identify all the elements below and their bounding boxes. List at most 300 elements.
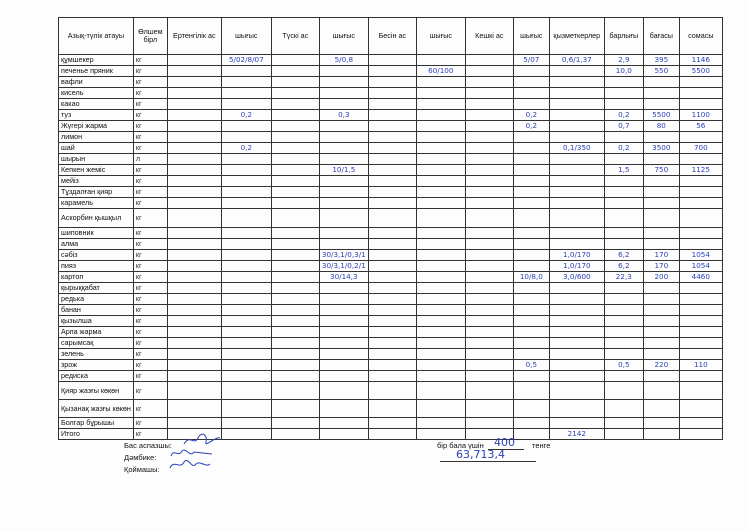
value-cell xyxy=(513,250,549,261)
value-cell xyxy=(319,77,368,88)
value-cell: 30/14,3 xyxy=(319,272,368,283)
value-cell xyxy=(368,176,416,187)
value-cell xyxy=(167,382,221,400)
value-cell xyxy=(513,294,549,305)
value-cell xyxy=(465,143,513,154)
table-row xyxy=(59,176,723,187)
value-cell xyxy=(221,349,271,360)
product-name-cell: зрож xyxy=(59,360,134,371)
value-cell xyxy=(221,338,271,349)
value-cell xyxy=(416,305,465,316)
product-name-cell: картоп xyxy=(59,272,134,283)
table-row xyxy=(59,110,723,121)
value-cell xyxy=(465,132,513,143)
value-cell xyxy=(319,239,368,250)
value-cell xyxy=(271,209,319,228)
value-cell xyxy=(465,360,513,371)
value-cell xyxy=(679,382,722,400)
currency-label: тенге xyxy=(532,441,551,450)
value-cell xyxy=(679,176,722,187)
product-name-cell: сәбіз xyxy=(59,250,134,261)
value-cell xyxy=(513,349,549,360)
unit-cell: кг xyxy=(133,165,167,176)
product-name-cell: мейіз xyxy=(59,176,134,187)
value-cell xyxy=(513,132,549,143)
value-cell xyxy=(319,305,368,316)
table-row xyxy=(59,66,723,77)
value-cell: 5/0,8 xyxy=(319,55,368,66)
product-name-cell: Итого xyxy=(59,429,134,440)
unit-cell: кг xyxy=(133,66,167,77)
unit-cell: кг xyxy=(133,77,167,88)
value-cell: 10/8,0 xyxy=(513,272,549,283)
value-cell xyxy=(319,143,368,154)
table-row xyxy=(59,261,723,272)
value-cell xyxy=(513,283,549,294)
value-cell xyxy=(549,360,604,371)
value-cell xyxy=(167,327,221,338)
value-cell xyxy=(167,132,221,143)
value-cell xyxy=(465,55,513,66)
value-cell xyxy=(368,77,416,88)
value-cell xyxy=(643,228,679,239)
product-name-cell: редиска xyxy=(59,371,134,382)
column-header: Бесін ас xyxy=(368,18,416,55)
value-cell xyxy=(221,165,271,176)
value-cell xyxy=(643,316,679,327)
value-cell xyxy=(319,121,368,132)
total-value: 63,713,4 xyxy=(456,448,505,461)
value-cell xyxy=(643,283,679,294)
value-cell xyxy=(221,294,271,305)
unit-cell: кг xyxy=(133,338,167,349)
value-cell: 6,2 xyxy=(604,250,643,261)
value-cell xyxy=(643,88,679,99)
unit-cell: кг xyxy=(133,99,167,110)
value-cell xyxy=(271,77,319,88)
value-cell xyxy=(271,165,319,176)
value-cell xyxy=(368,99,416,110)
value-cell xyxy=(549,132,604,143)
value-cell xyxy=(465,99,513,110)
value-cell xyxy=(416,228,465,239)
value-cell xyxy=(221,316,271,327)
table-row xyxy=(59,272,723,283)
value-cell xyxy=(549,239,604,250)
head-cook-label: Бас аспазшы: xyxy=(124,441,172,450)
value-cell xyxy=(271,154,319,165)
value-cell xyxy=(221,187,271,198)
value-cell xyxy=(167,198,221,209)
table-row xyxy=(59,360,723,371)
value-cell xyxy=(643,418,679,429)
value-cell xyxy=(604,371,643,382)
warehouse-keeper-signature xyxy=(166,456,212,472)
value-cell xyxy=(643,239,679,250)
product-name-cell: редька xyxy=(59,294,134,305)
value-cell xyxy=(368,305,416,316)
value-cell xyxy=(604,294,643,305)
value-cell xyxy=(271,121,319,132)
value-cell xyxy=(465,382,513,400)
value-cell xyxy=(513,400,549,418)
column-header: бағасы xyxy=(643,18,679,55)
product-name-cell: шырын xyxy=(59,154,134,165)
value-cell xyxy=(167,66,221,77)
value-cell xyxy=(549,283,604,294)
product-name-cell: қызылша xyxy=(59,316,134,327)
value-cell xyxy=(319,176,368,187)
value-cell xyxy=(271,187,319,198)
value-cell xyxy=(679,418,722,429)
value-cell xyxy=(416,198,465,209)
table-row xyxy=(59,77,723,88)
unit-cell: кг xyxy=(133,349,167,360)
value-cell xyxy=(416,154,465,165)
unit-cell: кг xyxy=(133,316,167,327)
value-cell: 0,2 xyxy=(513,110,549,121)
unit-cell: кг xyxy=(133,198,167,209)
value-cell xyxy=(167,349,221,360)
value-cell xyxy=(513,165,549,176)
product-name-cell: шай xyxy=(59,143,134,154)
value-cell xyxy=(549,176,604,187)
value-cell xyxy=(167,272,221,283)
value-cell xyxy=(167,55,221,66)
value-cell xyxy=(679,349,722,360)
value-cell xyxy=(167,250,221,261)
value-cell: 10,0 xyxy=(604,66,643,77)
value-cell xyxy=(416,121,465,132)
value-cell xyxy=(679,429,722,440)
value-cell xyxy=(513,305,549,316)
value-cell xyxy=(319,316,368,327)
value-cell xyxy=(167,371,221,382)
column-header: Өлшем бірл xyxy=(133,18,167,55)
table-row xyxy=(59,187,723,198)
product-name-cell: Аскорбин қышқыл xyxy=(59,209,134,228)
value-cell xyxy=(271,400,319,418)
value-cell: 2,9 xyxy=(604,55,643,66)
value-cell xyxy=(319,371,368,382)
unit-cell: кг xyxy=(133,55,167,66)
value-cell xyxy=(368,316,416,327)
value-cell xyxy=(221,418,271,429)
value-cell xyxy=(465,176,513,187)
value-cell xyxy=(465,418,513,429)
value-cell xyxy=(271,371,319,382)
value-cell xyxy=(416,418,465,429)
value-cell xyxy=(643,294,679,305)
value-cell xyxy=(679,305,722,316)
value-cell xyxy=(465,165,513,176)
value-cell: 0,2 xyxy=(221,110,271,121)
value-cell: 0,2 xyxy=(604,110,643,121)
value-cell xyxy=(549,66,604,77)
unit-cell: кг xyxy=(133,327,167,338)
warehouse-keeper-label: Қоймашы: xyxy=(124,465,160,474)
value-cell xyxy=(604,132,643,143)
product-name-cell: вафли xyxy=(59,77,134,88)
value-cell xyxy=(319,382,368,400)
value-cell: 0,3 xyxy=(319,110,368,121)
value-cell xyxy=(319,400,368,418)
value-cell xyxy=(604,429,643,440)
value-cell xyxy=(643,99,679,110)
value-cell xyxy=(549,305,604,316)
product-name-cell: құмшекер xyxy=(59,55,134,66)
value-cell xyxy=(513,187,549,198)
value-cell xyxy=(416,187,465,198)
value-cell xyxy=(221,154,271,165)
value-cell xyxy=(604,239,643,250)
value-cell xyxy=(604,228,643,239)
value-cell xyxy=(221,209,271,228)
value-cell xyxy=(271,429,319,440)
value-cell xyxy=(271,338,319,349)
value-cell xyxy=(549,327,604,338)
value-cell xyxy=(271,294,319,305)
value-cell xyxy=(604,99,643,110)
value-cell xyxy=(271,261,319,272)
value-cell xyxy=(167,165,221,176)
value-cell xyxy=(368,121,416,132)
value-cell xyxy=(167,121,221,132)
value-cell xyxy=(271,66,319,77)
unit-cell: кг xyxy=(133,382,167,400)
value-cell xyxy=(465,154,513,165)
value-cell xyxy=(368,239,416,250)
product-name-cell: Болгар бұрышы xyxy=(59,418,134,429)
value-cell xyxy=(549,187,604,198)
value-cell: 1100 xyxy=(679,110,722,121)
unit-cell: кг xyxy=(133,429,167,440)
product-name-cell: Жүгері жарма xyxy=(59,121,134,132)
unit-cell: кг xyxy=(133,176,167,187)
unit-cell: кг xyxy=(133,294,167,305)
value-cell xyxy=(549,338,604,349)
value-cell: 1125 xyxy=(679,165,722,176)
unit-cell: кг xyxy=(133,400,167,418)
product-name-cell: қырыққабат xyxy=(59,283,134,294)
column-header: Кешкі ас xyxy=(465,18,513,55)
value-cell xyxy=(549,165,604,176)
value-cell xyxy=(465,371,513,382)
value-cell xyxy=(549,382,604,400)
value-cell xyxy=(643,132,679,143)
value-cell xyxy=(221,360,271,371)
value-cell xyxy=(465,239,513,250)
value-cell xyxy=(643,400,679,418)
value-cell: 80 xyxy=(643,121,679,132)
value-cell xyxy=(368,209,416,228)
column-header: Азық-түлік атауы xyxy=(59,18,134,55)
value-cell xyxy=(167,294,221,305)
value-cell xyxy=(513,316,549,327)
value-cell xyxy=(465,272,513,283)
value-cell xyxy=(167,360,221,371)
value-cell xyxy=(416,176,465,187)
value-cell xyxy=(271,272,319,283)
value-cell: 22,3 xyxy=(604,272,643,283)
value-cell: 5/07 xyxy=(513,55,549,66)
value-cell xyxy=(368,418,416,429)
value-cell xyxy=(465,250,513,261)
value-cell: 2142 xyxy=(549,429,604,440)
table-row xyxy=(59,143,723,154)
table-row xyxy=(59,418,723,429)
value-cell: 1054 xyxy=(679,250,722,261)
value-cell xyxy=(549,349,604,360)
value-cell: 0,7 xyxy=(604,121,643,132)
value-cell xyxy=(549,294,604,305)
value-cell xyxy=(167,400,221,418)
value-cell xyxy=(221,250,271,261)
value-cell: 60/100 xyxy=(416,66,465,77)
value-cell xyxy=(679,132,722,143)
product-name-cell: карамель xyxy=(59,198,134,209)
value-cell xyxy=(513,176,549,187)
value-cell: 0,1/350 xyxy=(549,143,604,154)
value-cell: 4460 xyxy=(679,272,722,283)
value-cell xyxy=(416,316,465,327)
value-cell xyxy=(271,239,319,250)
value-cell xyxy=(513,382,549,400)
value-cell xyxy=(513,198,549,209)
value-cell xyxy=(221,371,271,382)
value-cell: 220 xyxy=(643,360,679,371)
value-cell xyxy=(416,239,465,250)
table-row xyxy=(59,239,723,250)
value-cell: 700 xyxy=(679,143,722,154)
value-cell xyxy=(368,165,416,176)
value-cell xyxy=(416,110,465,121)
product-name-cell: кисель xyxy=(59,88,134,99)
value-cell: 5500 xyxy=(679,66,722,77)
product-name-cell: лимон xyxy=(59,132,134,143)
value-cell: 0,2 xyxy=(513,121,549,132)
value-cell xyxy=(416,143,465,154)
value-cell xyxy=(368,327,416,338)
value-cell xyxy=(549,99,604,110)
column-header: Ертенгілік ас xyxy=(167,18,221,55)
value-cell xyxy=(604,198,643,209)
value-cell: 5500 xyxy=(643,110,679,121)
value-cell xyxy=(271,198,319,209)
value-cell xyxy=(549,198,604,209)
unit-cell: кг xyxy=(133,250,167,261)
table-row xyxy=(59,99,723,110)
value-cell xyxy=(221,272,271,283)
value-cell xyxy=(221,239,271,250)
unit-cell: кг xyxy=(133,261,167,272)
unit-cell: кг xyxy=(133,88,167,99)
value-cell xyxy=(465,77,513,88)
value-cell xyxy=(319,429,368,440)
value-cell xyxy=(465,198,513,209)
value-cell xyxy=(319,349,368,360)
table-row xyxy=(59,382,723,400)
value-cell xyxy=(319,198,368,209)
value-cell xyxy=(513,228,549,239)
value-cell xyxy=(167,77,221,88)
value-cell: 3,0/600 xyxy=(549,272,604,283)
value-cell xyxy=(221,305,271,316)
value-cell xyxy=(465,261,513,272)
value-cell xyxy=(513,77,549,88)
product-name-cell: какао xyxy=(59,99,134,110)
unit-cell: кг xyxy=(133,305,167,316)
value-cell xyxy=(604,349,643,360)
unit-cell: кг xyxy=(133,360,167,371)
value-cell xyxy=(465,327,513,338)
value-cell xyxy=(368,283,416,294)
value-cell xyxy=(319,132,368,143)
value-cell xyxy=(679,400,722,418)
value-cell xyxy=(271,382,319,400)
value-cell xyxy=(604,418,643,429)
value-cell xyxy=(271,283,319,294)
value-cell xyxy=(319,338,368,349)
unit-cell: кг xyxy=(133,110,167,121)
value-cell xyxy=(221,261,271,272)
value-cell xyxy=(368,338,416,349)
value-cell xyxy=(465,349,513,360)
table-row xyxy=(59,371,723,382)
value-cell xyxy=(643,429,679,440)
value-cell xyxy=(604,187,643,198)
unit-cell: кг xyxy=(133,209,167,228)
value-cell xyxy=(513,66,549,77)
table-row xyxy=(59,132,723,143)
value-cell xyxy=(465,209,513,228)
value-cell xyxy=(319,66,368,77)
product-name-cell: Қызанақ жазғы көкөн xyxy=(59,400,134,418)
value-cell xyxy=(465,187,513,198)
value-cell xyxy=(549,316,604,327)
table-row xyxy=(59,305,723,316)
value-cell xyxy=(416,88,465,99)
value-cell xyxy=(271,327,319,338)
value-cell xyxy=(221,121,271,132)
product-name-cell: Кепкен жеміс xyxy=(59,165,134,176)
value-cell xyxy=(604,338,643,349)
value-cell xyxy=(679,209,722,228)
value-cell: 30/3,1/0,2/1 xyxy=(319,261,368,272)
product-name-cell: туз xyxy=(59,110,134,121)
value-cell xyxy=(513,338,549,349)
value-cell xyxy=(604,176,643,187)
unit-cell: кг xyxy=(133,187,167,198)
value-cell xyxy=(513,239,549,250)
value-cell xyxy=(465,88,513,99)
value-cell xyxy=(416,132,465,143)
value-cell xyxy=(271,360,319,371)
table-row xyxy=(59,294,723,305)
value-cell xyxy=(643,77,679,88)
product-name-cell: печенье пряник xyxy=(59,66,134,77)
value-cell xyxy=(368,110,416,121)
value-cell xyxy=(368,55,416,66)
value-cell xyxy=(416,327,465,338)
value-cell xyxy=(643,209,679,228)
value-cell: 110 xyxy=(679,360,722,371)
value-cell xyxy=(416,294,465,305)
column-header: сомасы xyxy=(679,18,722,55)
value-cell xyxy=(643,305,679,316)
value-cell xyxy=(679,154,722,165)
table-body xyxy=(59,55,723,440)
